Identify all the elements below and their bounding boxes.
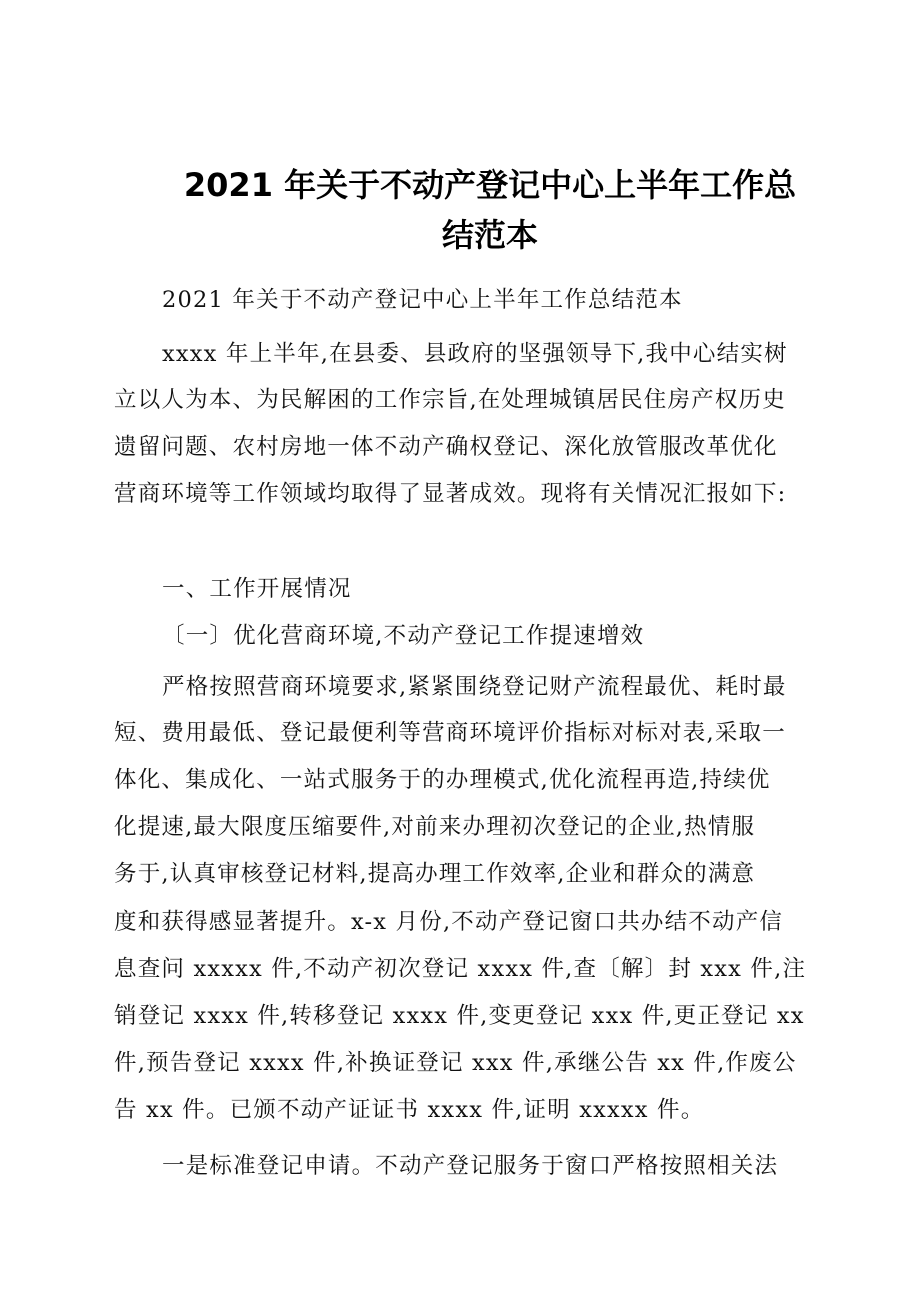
body-line: 化提速,最大限度压缩要件,对前来办理初次登记的企业,热情服 [114,814,756,840]
body-line: 度和获得感显著提升。x-x 月份,不动产登记窗口共办结不动产信 [114,909,784,935]
body-line: 短、费用最低、登记最便利等营商环境评价指标对标对表,采取一 [114,720,786,746]
subsection-heading: 〔一〕优化营商环境,不动产登记工作提速增效 [162,623,645,649]
document-title-line-1: 2021 年关于不动产登记中心上半年工作总 [183,166,797,204]
intro-line: 立以人为本、为民解困的工作宗旨,在处理城镇居民住房产权历史 [114,387,786,413]
intro-line: 遗留问题、农村房地一体不动产确权登记、深化放管服改革优化 [114,434,778,460]
body-line-next-paragraph: 一是标准登记申请。不动产登记服务于窗口严格按照相关法 [162,1153,779,1179]
intro-line: xxxx 年上半年,在县委、县政府的坚强领导下,我中心结实树 [162,341,788,367]
body-line: 销登记 xxxx 件,转移登记 xxxx 件,变更登记 xxx 件,更正登记 xx [114,1003,805,1029]
intro-line: 营商环境等工作领域均取得了显著成效。现将有关情况汇报如下: [114,481,787,507]
body-line: 严格按照营商环境要求,紧紧围绕登记财产流程最优、耗时最 [162,674,787,700]
body-line: 告 xx 件。已颁不动产证证书 xxxx 件,证明 xxxxx 件。 [114,1097,705,1123]
section-heading: 一、工作开展情况 [162,576,352,602]
document-title-line-2: 结范本 [441,216,538,254]
body-line: 件,预告登记 xxxx 件,补换证登记 xxx 件,承继公告 xx 件,作废公 [114,1050,797,1076]
body-line: 体化、集成化、一站式服务于的办理模式,优化流程再造,持续优 [114,767,771,793]
document-subtitle: 2021 年关于不动产登记中心上半年工作总结范本 [162,287,683,313]
body-line: 息查问 xxxxx 件,不动产初次登记 xxxx 件,查〔解〕封 xxx 件,注 [114,956,807,982]
body-line: 务于,认真审核登记材料,提高办理工作效率,企业和群众的满意 [114,861,756,887]
